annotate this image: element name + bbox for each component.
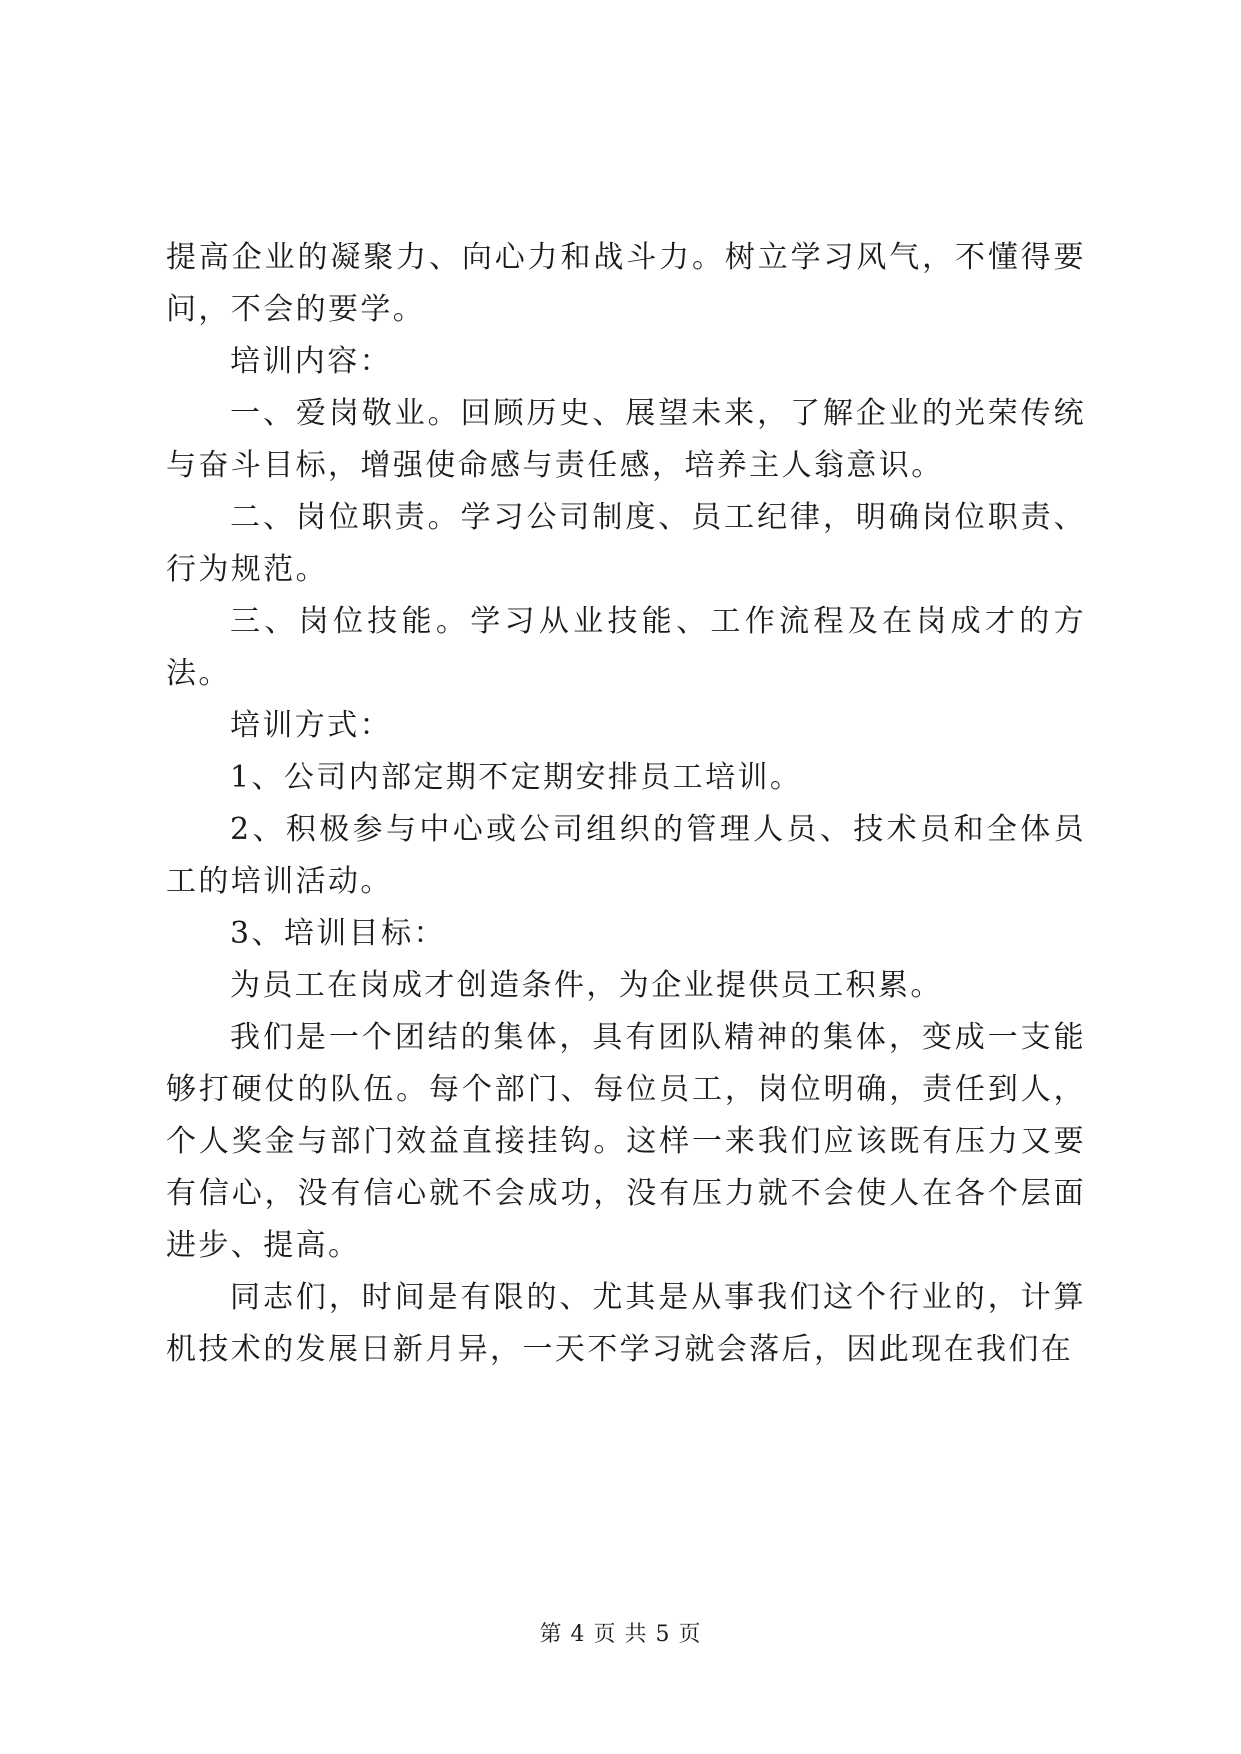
paragraph: 1、公司内部定期不定期安排员工培训。	[230, 760, 803, 795]
paragraph: 3、培训目标：	[230, 916, 446, 951]
paragraph: 培训内容：	[230, 344, 392, 379]
paragraph: 一、爱岗敬业。回顾历史、展望未来，了解企业的光荣传统与奋斗目标，增强使命感与责任感，培养主人翁意识。	[166, 396, 1086, 483]
paragraph: 提高企业的凝聚力、向心力和战斗力。树立学习风气，不懂得要问，不会的要学。	[166, 240, 1086, 327]
paragraph: 我们是一个团结的集体，具有团队精神的集体，变成一支能够打硬仗的队伍。每个部门、每位员工，岗位明确，责任到人，个人奖金与部门效益直接挂钩。这样一来我们应该既有压力又要有信心，没有信心就不会成功，没有压力就不会使人在各个层面进步、提高。	[166, 1020, 1086, 1263]
page-footer	[0, 1617, 1241, 1648]
paragraph: 2、积极参与中心或公司组织的管理人员、技术员和全体员工的培训活动。	[166, 812, 1086, 899]
paragraph: 同志们，时间是有限的、尤其是从事我们这个行业的，计算机技术的发展日新月异，一天不学习就会落后，因此现在我们在	[166, 1280, 1086, 1367]
paragraph: 培训方式：	[230, 708, 392, 743]
page-number: 第 4 页 共 5 页	[539, 1622, 702, 1647]
paragraph: 二、岗位职责。学习公司制度、员工纪律，明确岗位职责、行为规范。	[166, 500, 1086, 587]
document-body	[166, 232, 1086, 1376]
paragraph: 三、岗位技能。学习从业技能、工作流程及在岗成才的方法。	[166, 604, 1086, 691]
paragraph: 为员工在岗成才创造条件，为企业提供员工积累。	[230, 968, 943, 1003]
